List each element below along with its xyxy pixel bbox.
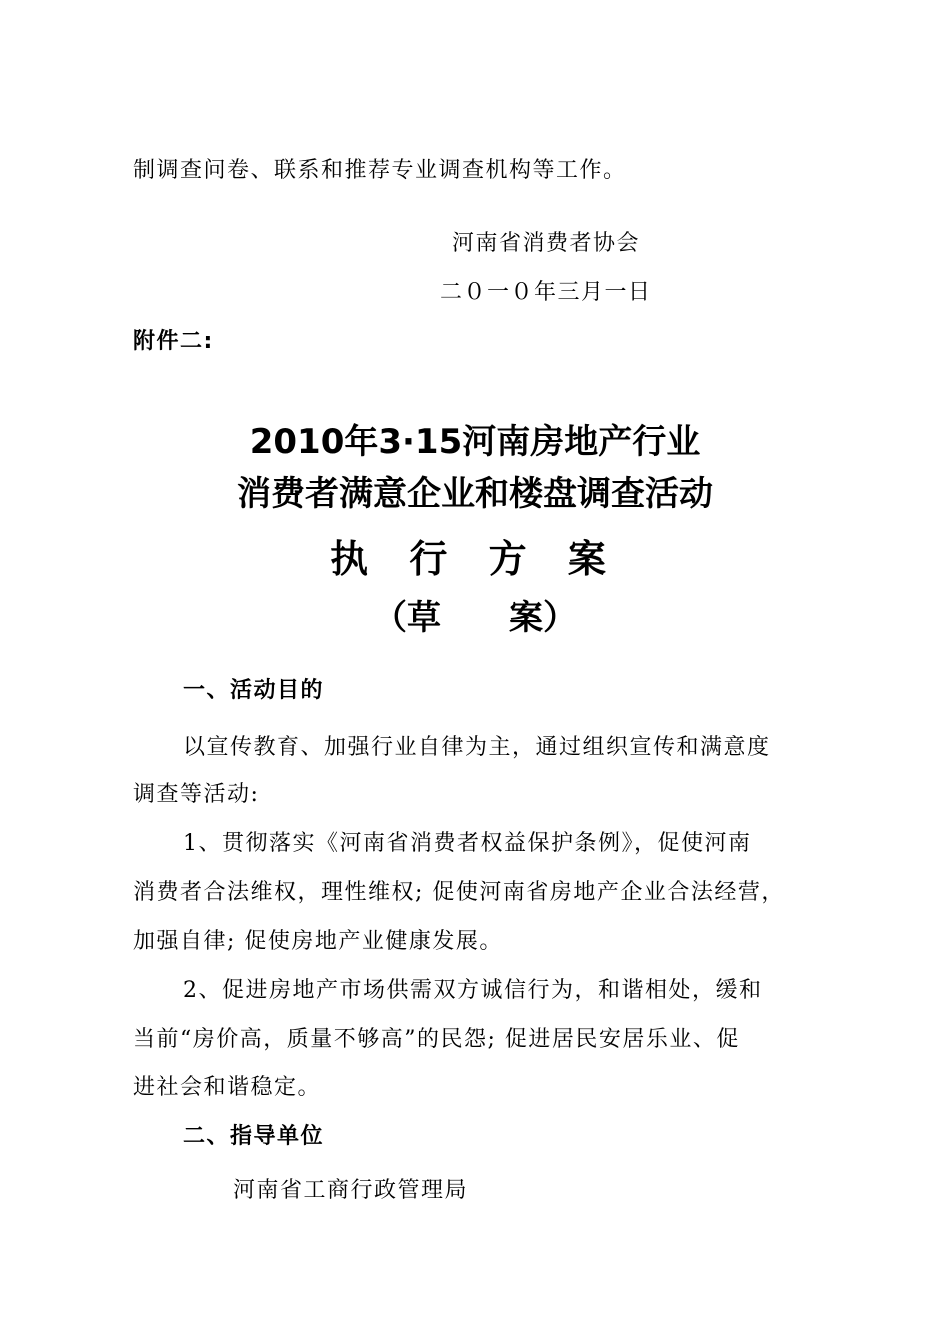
title-line-1: 2010年3·15河南房地产行业 — [249, 422, 701, 462]
section1-item1-line-2: 消费者合法维权，理性维权; 促使河南省房地产企业合法经营， — [133, 880, 785, 905]
signature-organization: 河南省消费者协会 — [452, 231, 641, 256]
section1-item2-line-1: 2、促进房地产市场供需双方诚信行为，和谐相处，缓和 — [183, 978, 763, 1003]
section1-item1-line-3: 加强自律; 促使房地产业健康发展。 — [133, 929, 503, 954]
title-line-4: （草 案） — [373, 598, 577, 638]
title-line-2: 消费者满意企业和楼盘调查活动 — [237, 474, 713, 514]
section1-intro-line-2: 调查等活动: — [133, 782, 260, 807]
section1-heading: 一、活动目的 — [183, 678, 325, 703]
continuation-text: 制调查问卷、联系和推荐专业调查机构等工作。 — [133, 158, 627, 183]
section2-heading: 二、指导单位 — [183, 1124, 325, 1149]
section1-item1-line-1: 1、贯彻落实《河南省消费者权益保护条例》，促使河南 — [183, 831, 752, 856]
section1-item2-line-2: 当前“房价高，质量不够高”的民怨; 促进居民安居乐业、促 — [133, 1027, 740, 1052]
attachment-label: 附件二: — [133, 329, 214, 354]
section1-item2-line-3: 进社会和谐稳定。 — [133, 1075, 322, 1100]
section2-unit: 河南省工商行政管理局 — [233, 1178, 469, 1203]
signature-date: 二０一０年三月一日 — [440, 280, 652, 305]
title-line-3: 执 行 方 案 — [330, 537, 620, 581]
section1-intro-line-1: 以宣传教育、加强行业自律为主，通过组织宣传和满意度 — [183, 735, 771, 760]
